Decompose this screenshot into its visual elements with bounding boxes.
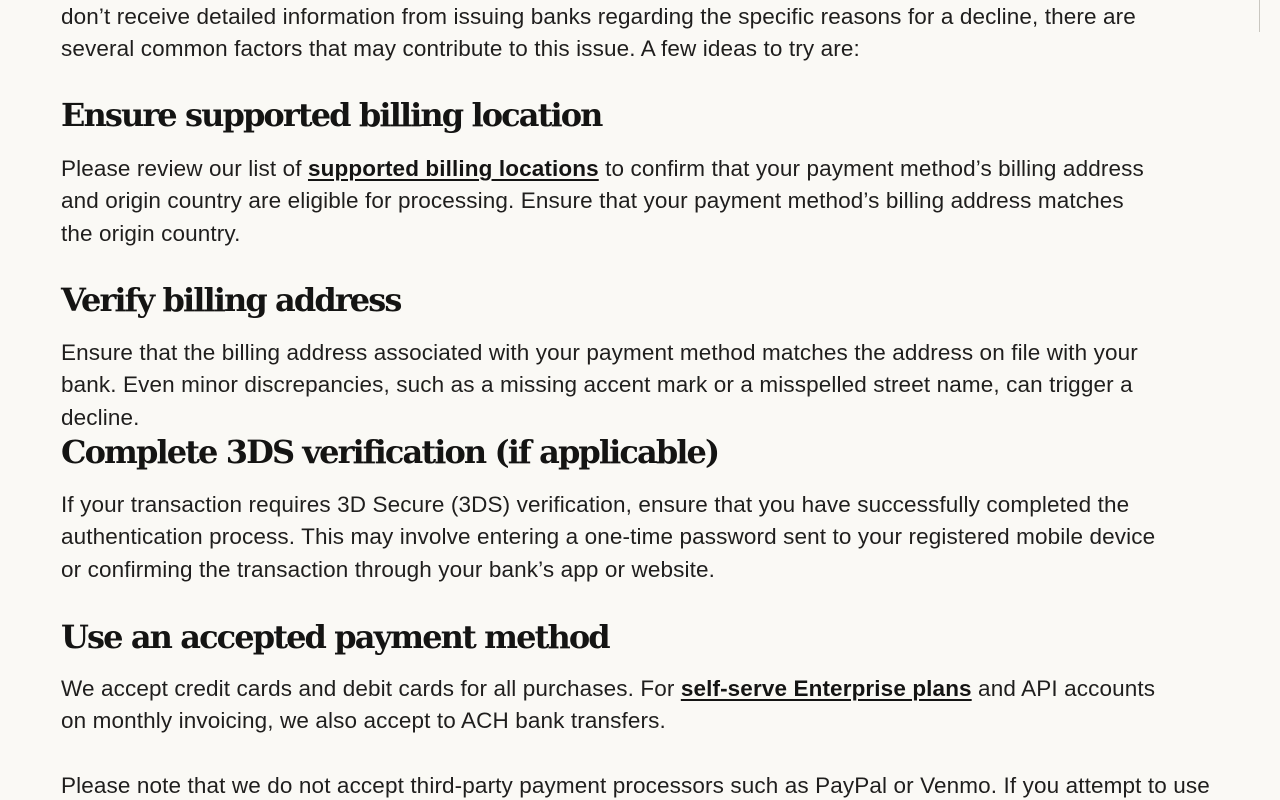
paragraph-third-party-processors-note: Please note that we do not accept third-party payment processors such as PayPal or Venmo. If you attempt to use bbox=[61, 773, 1210, 798]
paragraph-text: Please review our list of bbox=[61, 156, 308, 181]
paragraph-text: and API accounts on monthly invoicing, we also accept to ACH bank transfers. bbox=[61, 676, 1156, 734]
heading-complete-3ds-verification: Complete 3DS verification (if applicable) bbox=[61, 433, 719, 471]
heading-verify-billing-address: Verify billing address bbox=[61, 281, 401, 319]
scrollbar-thumb[interactable] bbox=[1259, 0, 1260, 32]
heading-ensure-supported-billing-location: Ensure supported billing location bbox=[61, 96, 602, 134]
self-serve-enterprise-plans-link[interactable]: self-serve Enterprise plans bbox=[680, 676, 972, 701]
paragraph-text: We accept credit cards and debit cards for all purchases. For bbox=[61, 676, 681, 701]
paragraph-supported-billing-location bbox=[61, 153, 1161, 250]
paragraph-3ds-verification: If your transaction requires 3D Secure (3DS) verification, ensure that you have successfully completed the authentication process. This may involve entering a one-time password sent to your registered mobile device or confirming the transaction through your bank’s app or website. bbox=[61, 492, 1156, 582]
paragraph-accepted-payment-method bbox=[61, 673, 1161, 738]
supported-billing-locations-link[interactable]: supported billing locations bbox=[307, 156, 599, 181]
heading-use-accepted-payment-method: Use an accepted payment method bbox=[61, 618, 609, 656]
intro-paragraph: don’t receive detailed information from issuing banks regarding the specific reasons for a decline, there are several common factors that may contribute to this issue. A few ideas to try are: bbox=[61, 4, 1136, 62]
scrollbar[interactable] bbox=[1258, 0, 1280, 800]
paragraph-verify-billing-address: Ensure that the billing address associated with your payment method matches the address on file with your bank. Even minor discrepancies, such as a missing accent mark or a misspelled street name, can trigger a decline. bbox=[61, 340, 1138, 430]
paragraph-text: to confirm that your payment method’s billing address and origin country are eligible for processing. Ensure that your payment method’s billing address matches the origin country. bbox=[61, 156, 1144, 246]
